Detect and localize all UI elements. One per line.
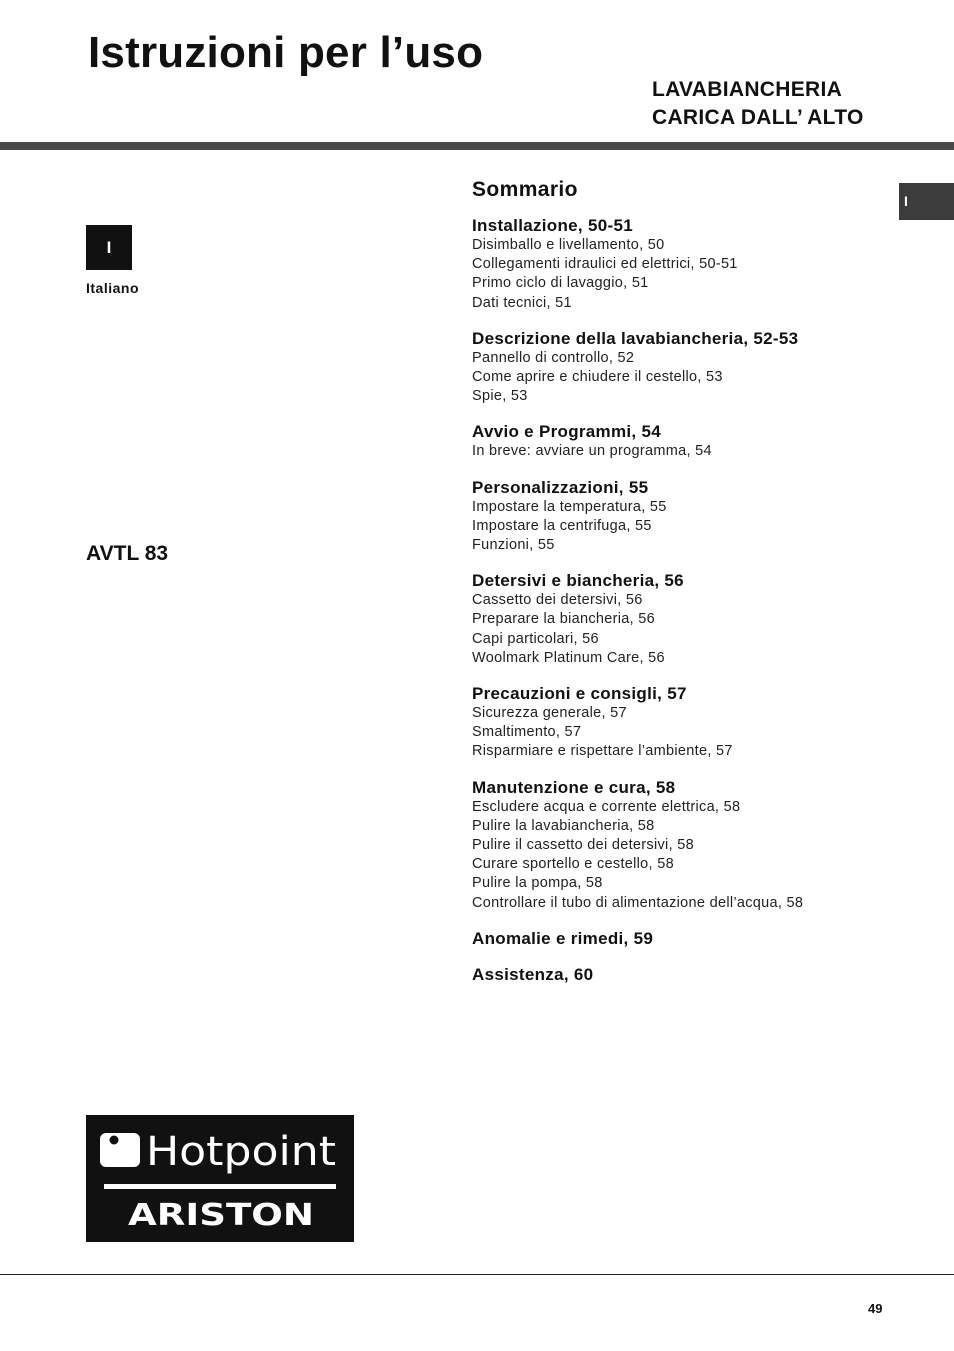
toc-section-title: Personalizzazioni, 55 [472, 477, 649, 497]
toc-section [472, 965, 942, 985]
logo-graphic [86, 1115, 354, 1242]
toc-entry: Curare sportello e cestello, 58 [472, 856, 674, 873]
toc-sections [472, 216, 942, 985]
model-name: AVTL 83 [86, 542, 169, 565]
toc-section-title: Assistenza, 60 [472, 964, 594, 984]
toc-section [472, 422, 942, 461]
toc-section [472, 478, 942, 556]
toc-section [472, 571, 942, 668]
toc-entry: Pulire il cassetto dei detersivi, 58 [472, 837, 694, 854]
toc-entry: Preparare la biancheria, 56 [472, 611, 656, 628]
toc-entry: Primo ciclo di lavaggio, 51 [472, 275, 649, 292]
toc-entry: Smaltimento, 57 [472, 724, 582, 741]
product-subtitle [652, 76, 864, 132]
toc-section-title: Precauzioni e consigli, 57 [472, 684, 687, 704]
toc-entry: Capi particolari, 56 [472, 630, 599, 647]
logo-ariston-text: ARISTON [128, 1198, 314, 1233]
logo-divider [104, 1184, 336, 1189]
toc-section-title: Anomalie e rimedi, 59 [472, 928, 654, 948]
page-number: 49 [868, 1301, 883, 1316]
toc-entry: Funzioni, 55 [472, 537, 555, 554]
toc-entry: Collegamenti idraulici ed elettrici, 50-51 [472, 256, 738, 273]
toc-section-title: Installazione, 50-51 [472, 216, 633, 235]
toc-section-title: Avvio e Programmi, 54 [472, 422, 661, 442]
subtitle-line-2: CARICA DALL’ ALTO [652, 106, 864, 129]
toc-entry: Impostare la centrifuga, 55 [472, 517, 652, 534]
toc-section-title: Descrizione della lavabiancheria, 52-53 [472, 328, 799, 348]
toc-entry: Come aprire e chiudere il cestello, 53 [472, 369, 723, 386]
toc-section [472, 778, 942, 913]
logo-hotpoint-text: Hotpoint [146, 1129, 336, 1175]
language-code: I [106, 238, 112, 257]
toc-entry: Pannello di controllo, 52 [472, 349, 635, 366]
subtitle-line-1: LAVABIANCHERIA [652, 78, 843, 101]
toc-entry: In breve: avviare un programma, 54 [472, 443, 712, 460]
page-title: Istruzioni per l’uso [88, 28, 484, 77]
toc-entry: Cassetto dei detersivi, 56 [472, 592, 643, 609]
table-of-contents [472, 178, 942, 1001]
toc-entry: Disimballo e livellamento, 50 [472, 237, 665, 253]
language-tab-code: I [904, 193, 908, 209]
toc-section [472, 216, 942, 313]
toc-entry: Spie, 53 [472, 388, 528, 405]
toc-entry: Dati tecnici, 51 [472, 294, 572, 311]
toc-section [472, 329, 942, 407]
toc-entry: Pulire la lavabiancheria, 58 [472, 817, 655, 834]
toc-section-title: Manutenzione e cura, 58 [472, 777, 676, 797]
toc-section-title: Detersivi e biancheria, 56 [472, 571, 684, 591]
toc-entry: Controllare il tubo di alimentazione dell’acqua, 58 [472, 894, 804, 911]
toc-entry: Impostare la temperatura, 55 [472, 498, 667, 515]
toc-entry: Sicurezza generale, 57 [472, 705, 627, 722]
toc-section [472, 929, 942, 949]
header-rule [0, 142, 954, 150]
logo-mark-icon [100, 1133, 140, 1167]
toc-entry: Escludere acqua e corrente elettrica, 58 [472, 798, 741, 815]
toc-entry: Risparmiare e rispettare l’ambiente, 57 [472, 743, 733, 760]
language-badge [86, 225, 132, 270]
toc-section [472, 684, 942, 762]
language-label: Italiano [86, 280, 140, 296]
toc-entry: Pulire la pompa, 58 [472, 875, 603, 892]
footer-rule [0, 1274, 954, 1275]
toc-entry: Woolmark Platinum Care, 56 [472, 649, 665, 666]
toc-heading: Sommario [472, 178, 578, 201]
hotpoint-ariston-logo [86, 1115, 354, 1242]
